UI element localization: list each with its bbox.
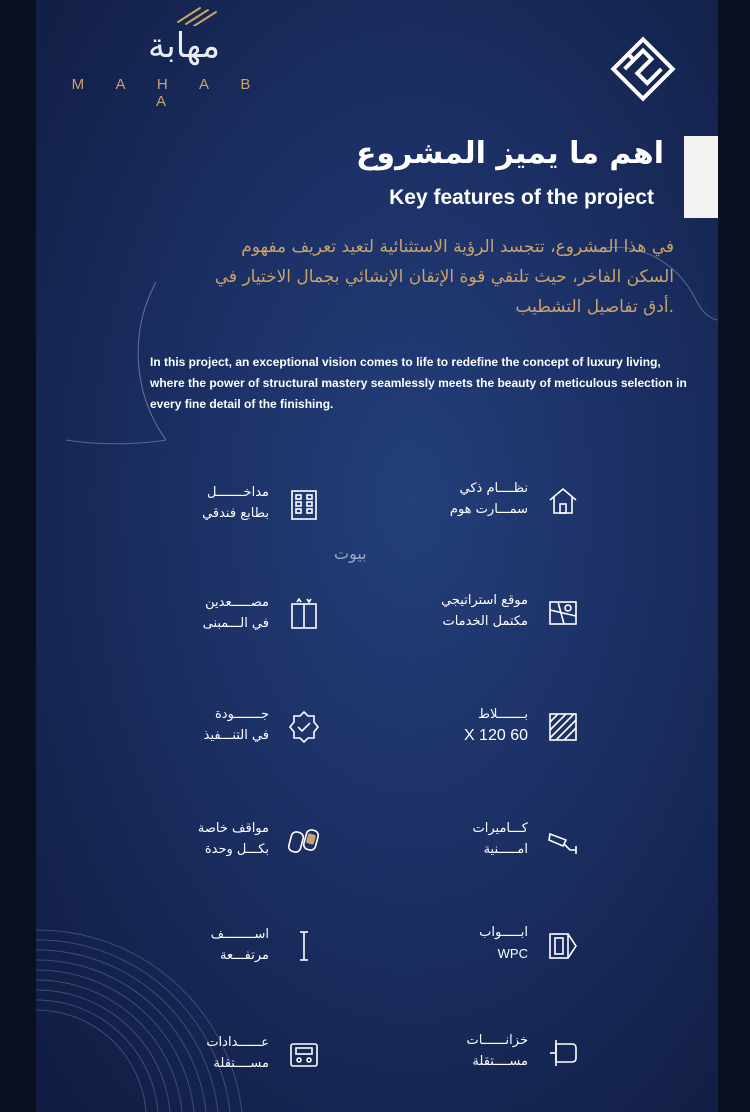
quality-badge-icon (287, 710, 321, 744)
feature-title: كـــاميرات (472, 821, 528, 836)
feature-title: مواقف خاصة (197, 821, 269, 836)
brand-logo-english: M A H A B A (71, 76, 265, 110)
feature-subtitle: مكتمل الخدمات (442, 614, 528, 629)
feature-subtitle: سمـــارت هوم (449, 502, 528, 517)
door-icon (546, 928, 580, 962)
feature-high-ceilings (91, 924, 321, 974)
feature-title: مصـــــعدين (205, 595, 269, 610)
feature-quality (91, 704, 321, 754)
feature-title: مداخـــــــل (207, 485, 269, 500)
feature-title: عــــــدادات (206, 1035, 269, 1050)
intro-arabic-line: السكن الفاخر، حيث تلتقي قوة الإتقان الإنشائي بجمال الاختيار في (214, 267, 674, 287)
smart-home-icon (546, 484, 580, 518)
ceiling-height-icon (287, 930, 321, 964)
watermark-text: بيوت (334, 544, 367, 563)
feature-subtitle: مرتفـــعة (220, 948, 269, 963)
intro-english: In this project, an exceptional vision comes to life to redefine the concept of luxury living, where the power of structural mastery seamlessly meets the beauty of meticulous selection in every fine detail of the finishing. (150, 355, 687, 411)
elevator-icon (287, 598, 321, 632)
feature-security-cameras (350, 818, 580, 868)
feature-smart-home (350, 478, 580, 528)
logo-strokes-icon (174, 4, 218, 26)
building-icon (287, 488, 321, 522)
feature-subtitle: في الـــمبنى (202, 616, 269, 631)
intro-arabic-line: .أدق تفاصيل التشطيب (515, 297, 674, 317)
feature-subtitle: مســــتقلة (472, 1054, 528, 1069)
feature-independent-tanks (350, 1030, 580, 1080)
feature-wpc-doors (350, 922, 580, 972)
feature-subtitle: امـــــنية (483, 842, 528, 857)
intro-arabic (114, 232, 674, 322)
water-tank-icon (546, 1036, 580, 1070)
feature-subtitle: 60 X 120 (463, 727, 528, 744)
feature-strategic-location (350, 590, 580, 640)
feature-private-parking (91, 818, 321, 868)
feature-subtitle: بطابع فندقي (202, 506, 269, 521)
location-map-icon (546, 596, 580, 630)
feature-title: بـــــــلاط (477, 707, 528, 722)
poster (36, 0, 718, 1112)
parking-icon (287, 824, 321, 858)
developer-logo-icon (606, 32, 680, 106)
feature-title: جـــــــودة (214, 707, 269, 722)
feature-title: خزانــــــات (466, 1033, 528, 1048)
title-accent-tab (684, 136, 718, 218)
feature-title: ابـــــواب (479, 925, 528, 940)
security-camera-icon (546, 824, 580, 858)
feature-title: موقع استراتيجي (441, 593, 528, 608)
intro-arabic-line: في هذا المشروع، تتجسد الرؤية الاستثنائية لتعيد تعريف مفهوم (241, 237, 674, 257)
meter-icon (287, 1038, 321, 1072)
feature-subtitle: في التنـــفيذ (203, 728, 269, 743)
feature-title: نظــــام ذكي (459, 481, 528, 496)
feature-subtitle: WPC (497, 946, 528, 961)
page-title-arabic: اهم ما يميز المشروع (355, 136, 664, 171)
feature-tiles (350, 704, 580, 754)
feature-hotel-entrances (91, 482, 321, 532)
feature-independent-meters (91, 1032, 321, 1082)
feature-subtitle: بكـــل وحدة (204, 842, 269, 857)
feature-subtitle: مســــتقلة (213, 1056, 269, 1071)
page-title-english: Key features of the project (389, 186, 654, 209)
feature-title: اســــــــف (210, 927, 269, 942)
feature-elevators (91, 592, 321, 642)
tile-icon (546, 710, 580, 744)
brand-logo-arabic: مهابة (148, 26, 220, 66)
